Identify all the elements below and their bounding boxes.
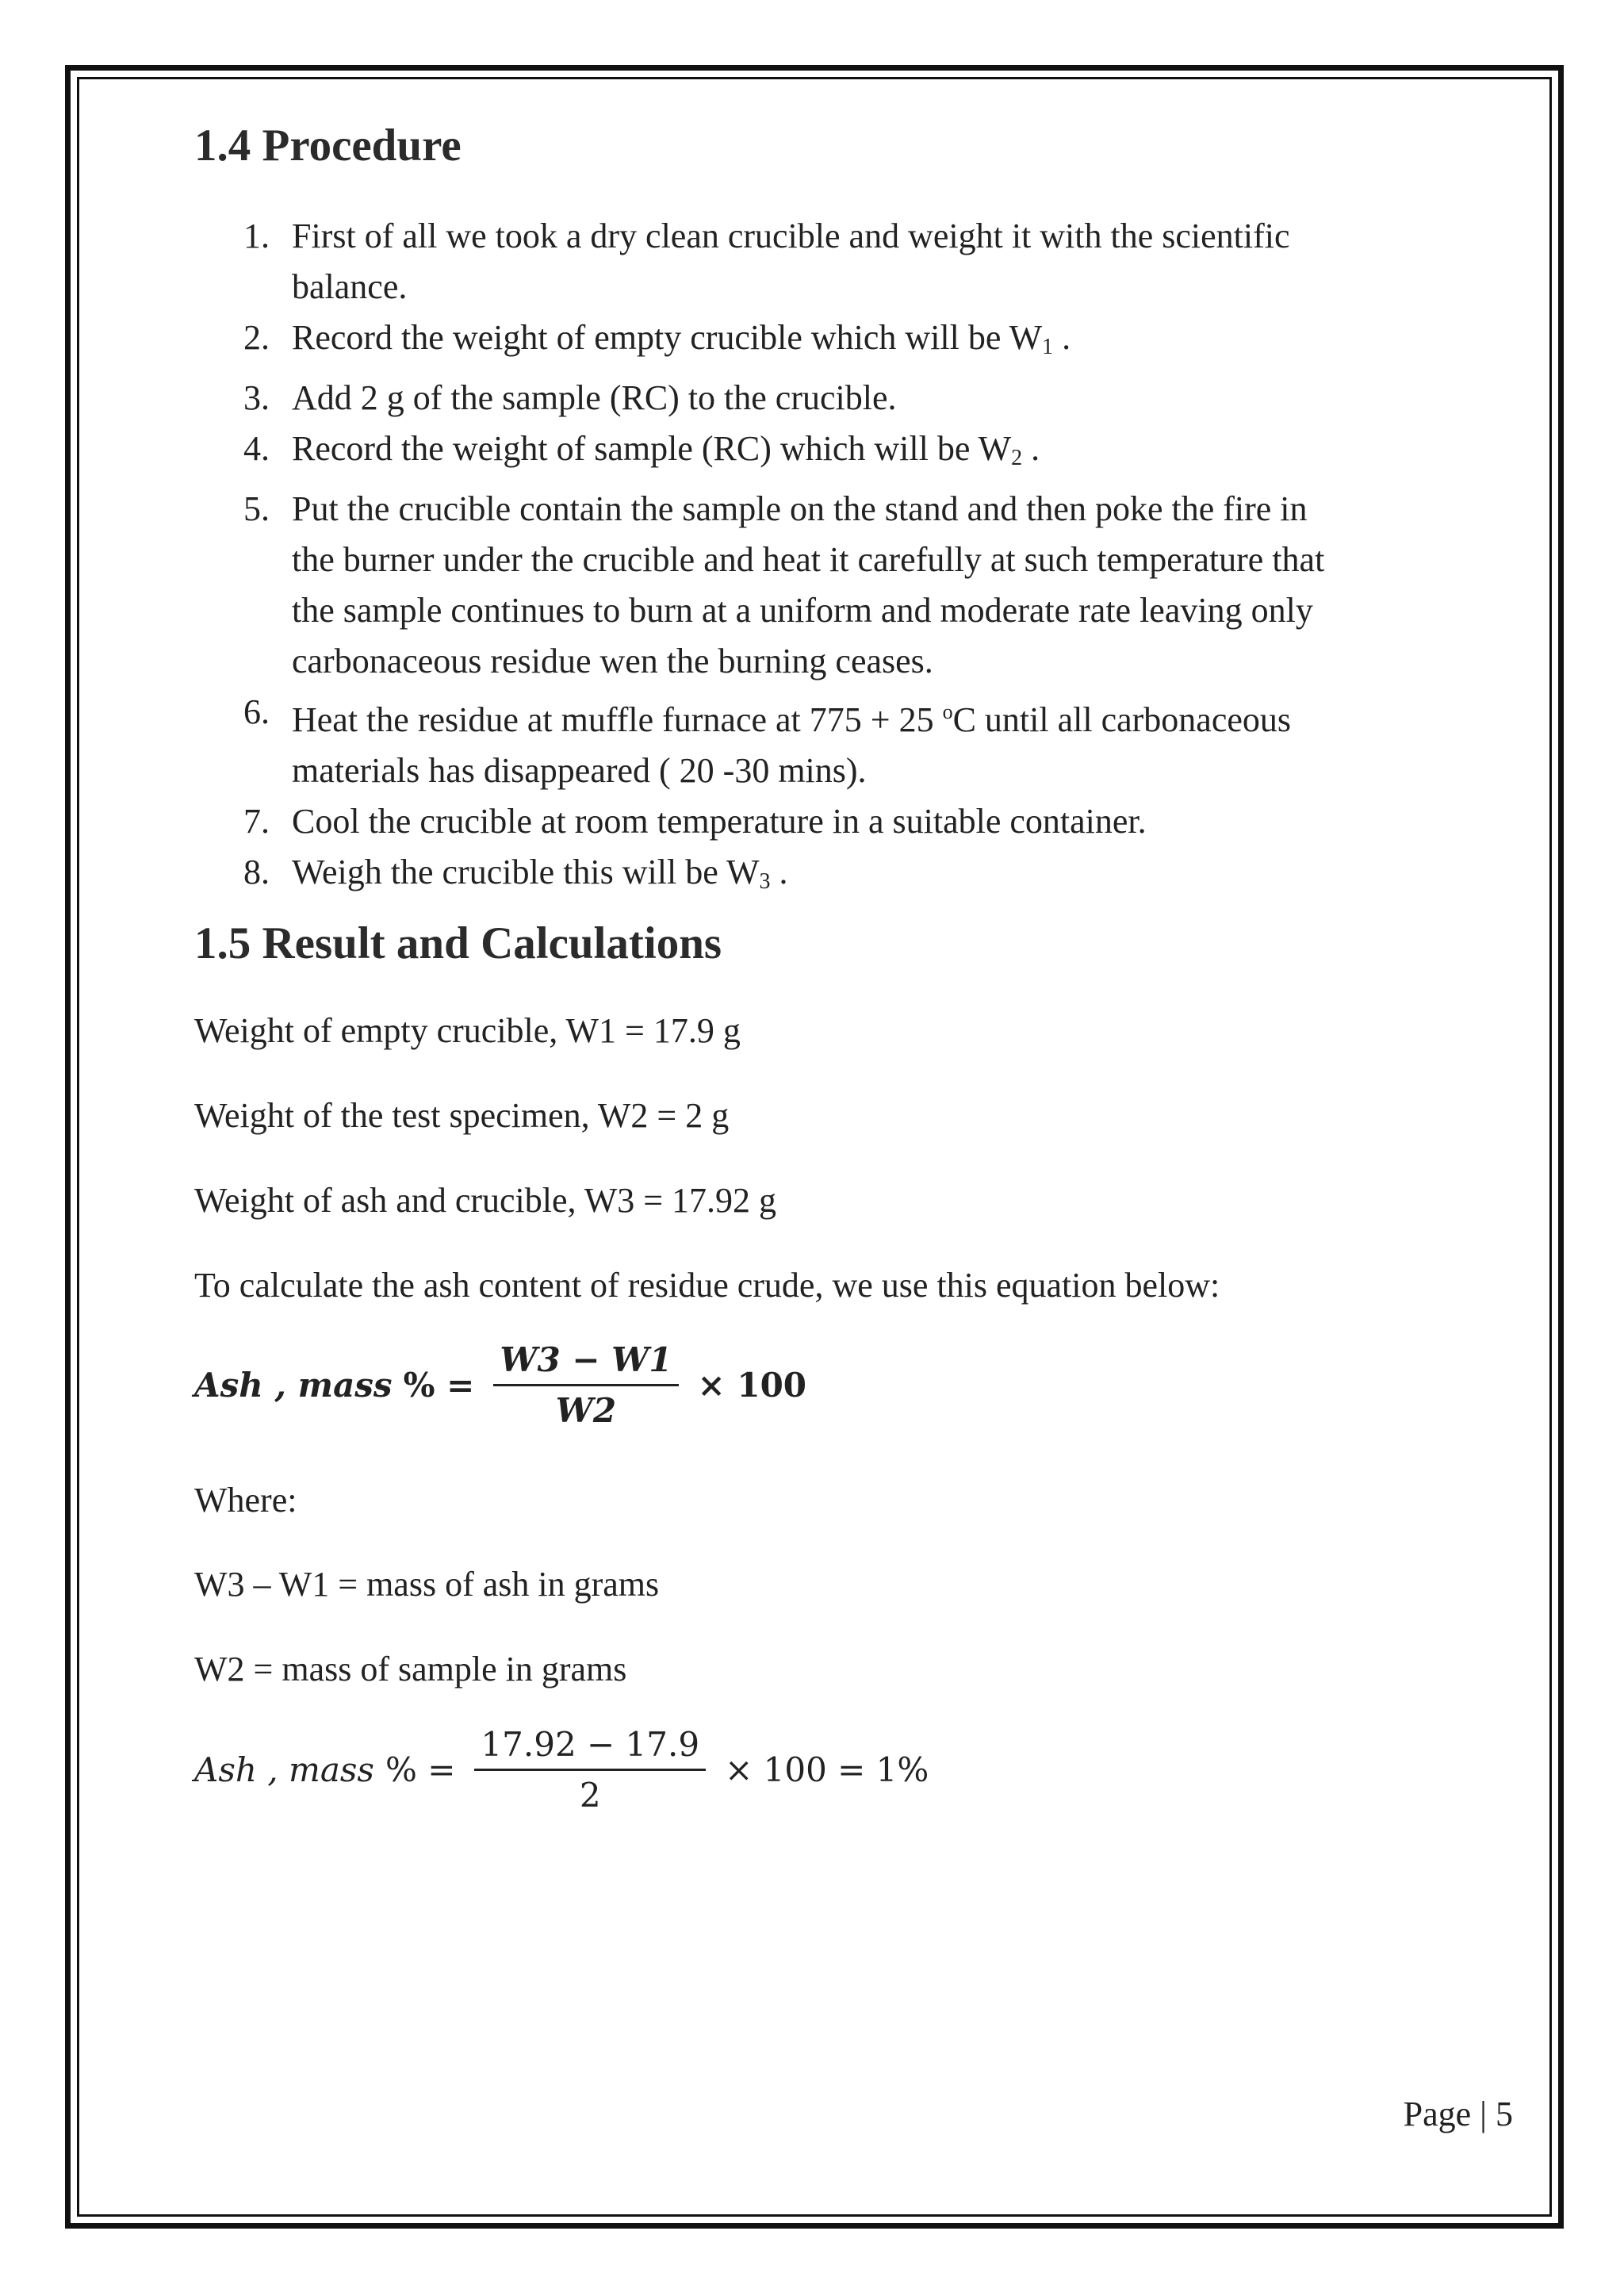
w3-line: Weight of ash and crucible, W3 = 17.92 g [194,1181,777,1220]
list-item: 5. Put the crucible contain the sample on the stand and then poke the fire in the burner under the crucible and heat it carefully at such temperature that the sample continues to burn at a uniform and moderate rate leaving only carbonaceous residue wen the burning ceases. [243,489,1325,680]
list-item: 8. Weigh the crucible this will be $W_3$ . [243,853,788,894]
list-item: 2. Record the weight of empty crucible which will be $W_1$ . [243,318,1071,359]
list-item: 1. First of all we took a dry clean crucible and weight it with the scientific balance. [243,217,1290,306]
list-item: 3. Add 2 g of the sample (RC) to the crucible. [243,378,897,417]
results-heading: 1.5 Result and Calculations [194,918,722,968]
list-item: 4. Record the weight of sample (RC) which will be $W_2$ . [243,429,1040,470]
ash-calculation: Ash , mass % = $\frac{17.92 - 17.9}{2}$ × 100 = 1% [194,1725,929,1815]
list-item: 6. Heat the residue at muffle furnace at 775 + 25 $^o$C until all carbonaceous materials has disappeared ( 20 -30 mins). [243,692,1291,790]
w1-line: Weight of empty crucible, W1 = 17.9 g [194,1011,741,1050]
ash-formula: Ash , mass % = $\frac{W3 - W1}{W2}$ × 100 [194,1340,807,1430]
formula-fraction: $\frac{W3 - W1}{W2}$ [493,1340,678,1430]
procedure-heading: 1.4 Procedure [194,121,462,171]
page-number: Page | 5 [1403,2095,1513,2133]
list-item: 7. Cool the crucible at room temperature in a suitable container. [243,802,1147,841]
where-label: Where: [194,1481,297,1520]
w2-line: Weight of the test specimen, W2 = 2 g [194,1096,730,1135]
calculation-fraction: $\frac{17.92 - 17.9}{2}$ [474,1725,706,1815]
definition-sample-mass: W2 = mass of sample in grams [194,1650,627,1688]
definition-ash-mass: W3 – W1 = mass of ash in grams [194,1565,660,1604]
procedure-steps-list [194,211,1495,907]
equation-intro: To calculate the ash content of residue crude, we use this equation below: [194,1266,1220,1305]
